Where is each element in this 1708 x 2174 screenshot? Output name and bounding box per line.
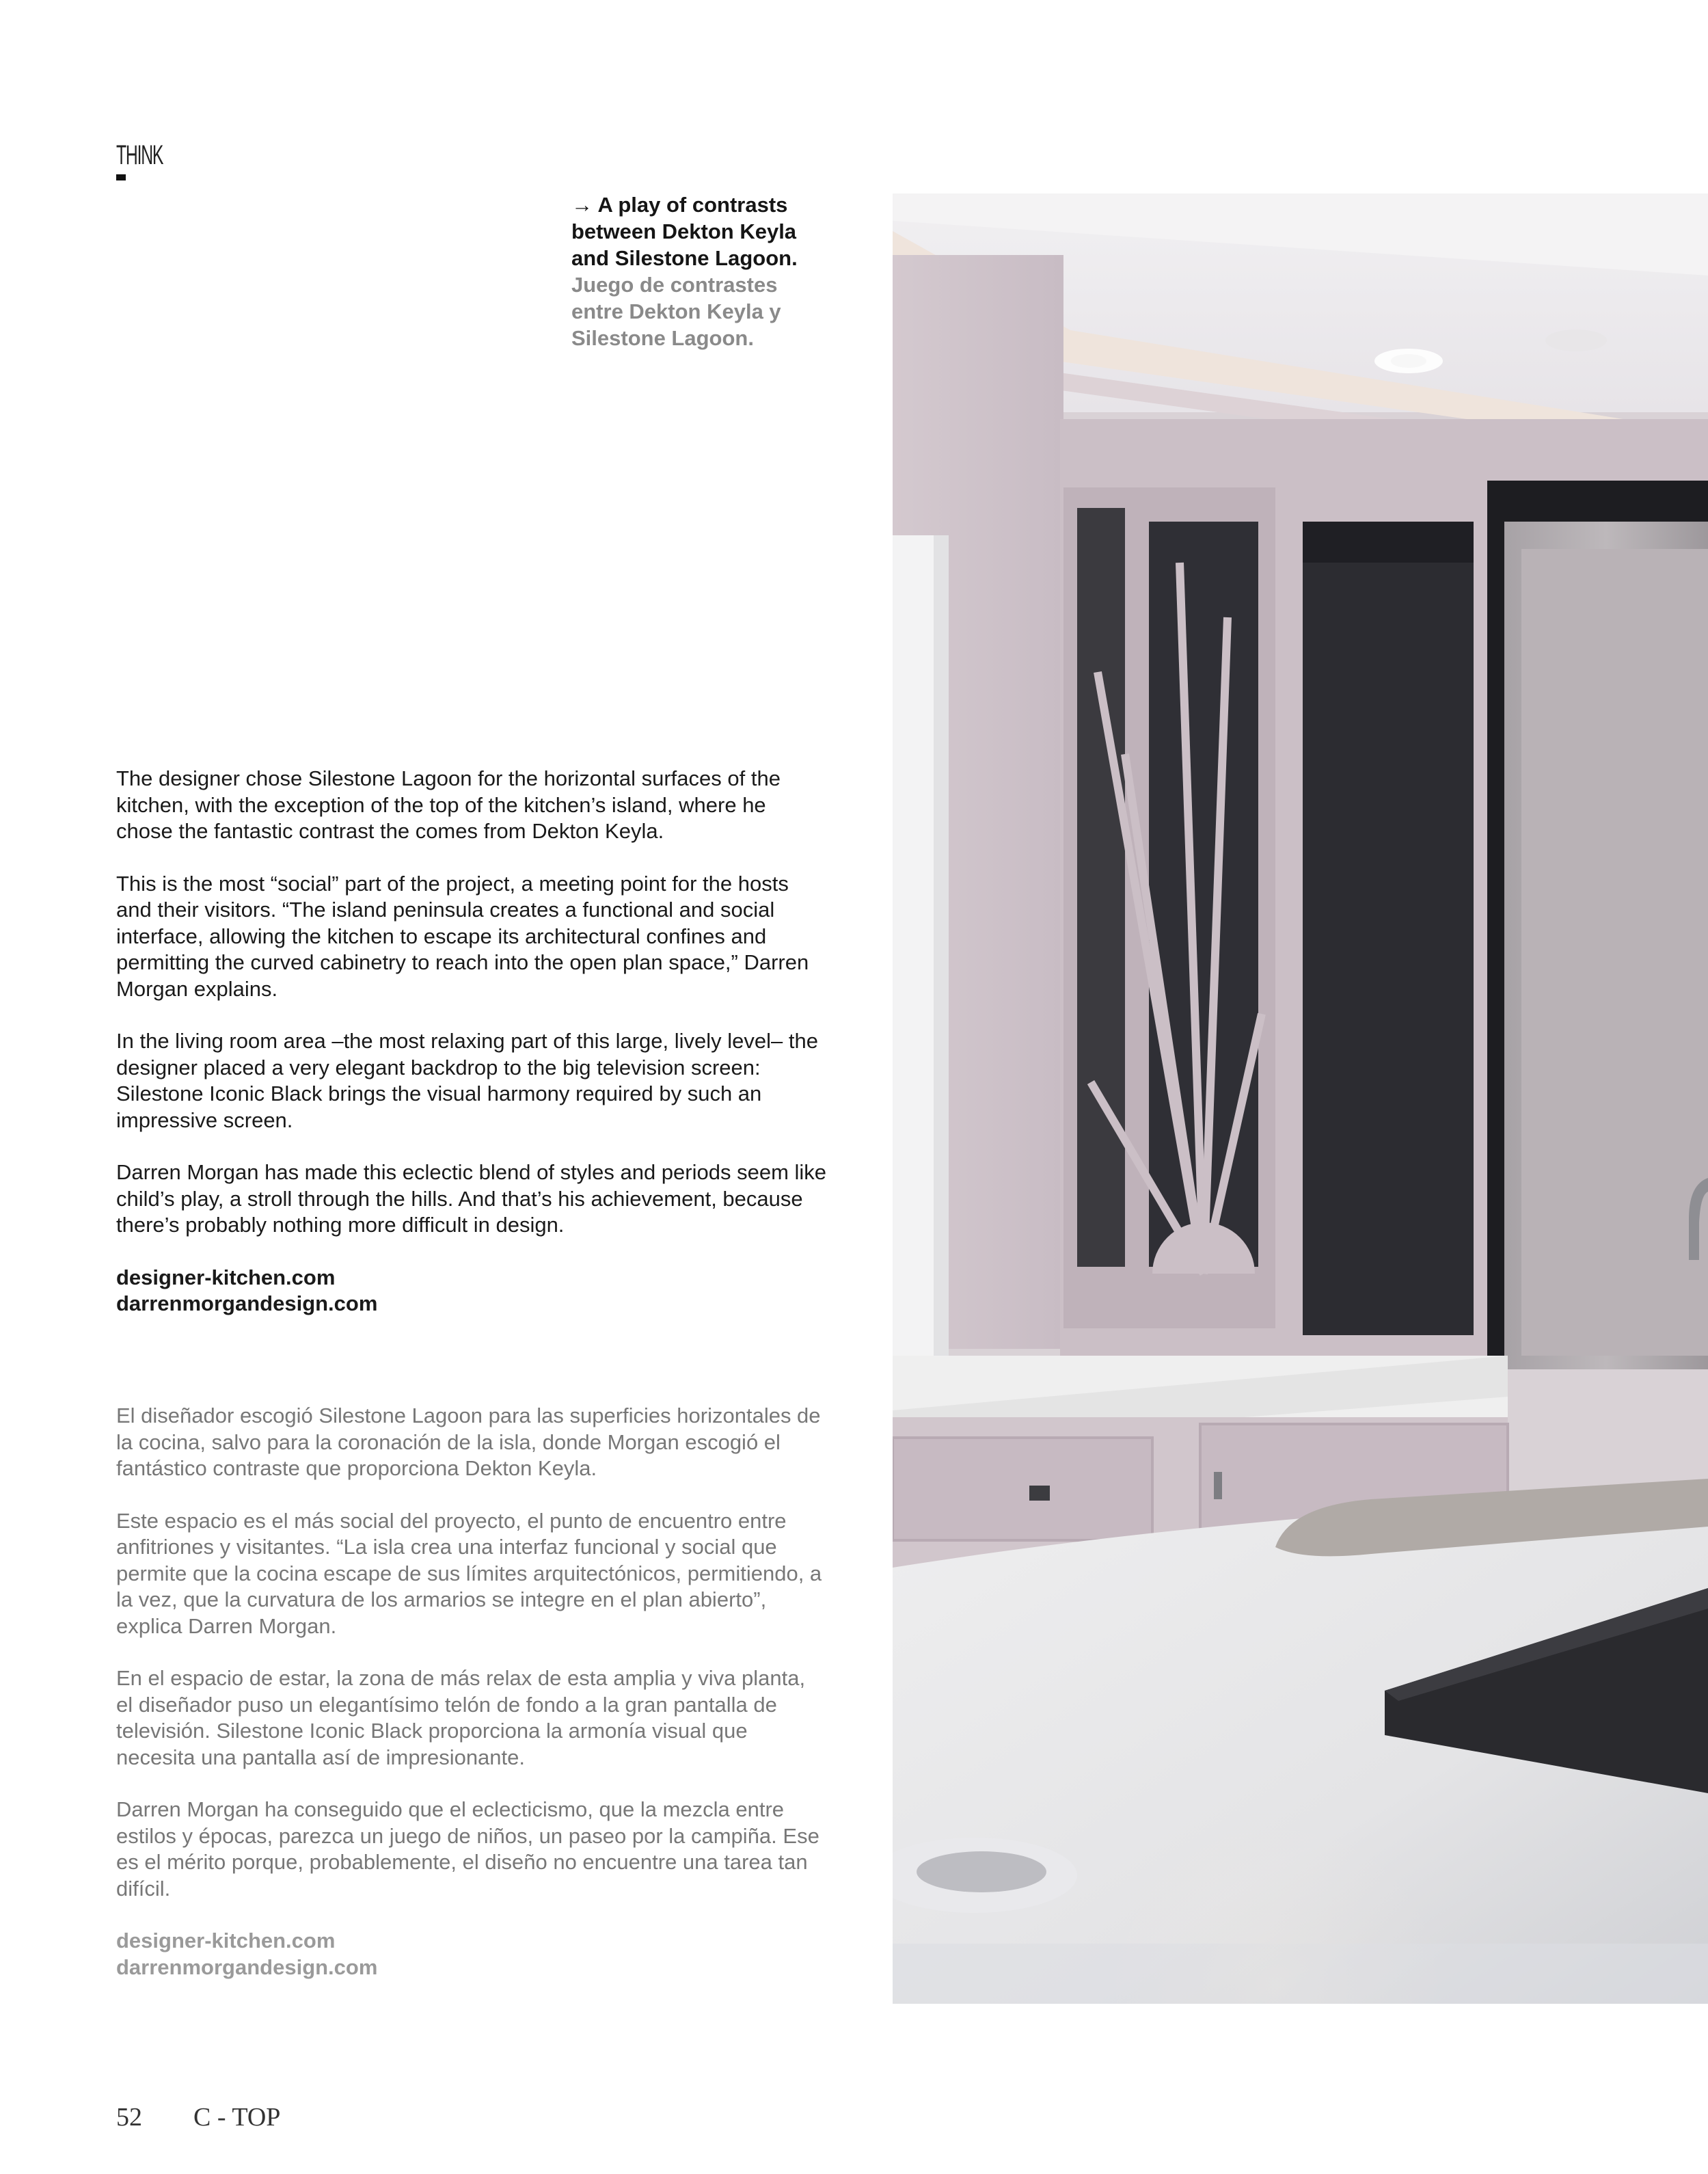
paragraph: The designer chose Silestone Lagoon for the horizontal surfaces of the kitchen, with the exception of the top of the kitchen’s island, where he chose the fantastic contrast the comes from Dekton Keyla.: [116, 766, 781, 843]
section-marker: [116, 174, 126, 180]
paragraph: This is the most “social” part of the project, a meeting point for the hosts and their visitors. “The island peninsula creates a functional and social interface, allowing the kitchen to escape its architectural confines and permitting the curved cabinetry to reach into the open plan space,” Darren Morgan explains.: [116, 871, 809, 1001]
kitchen-photo: [893, 193, 1708, 2004]
magazine-name: C - TOP: [193, 2103, 281, 2132]
caption-spanish: Juego de contrastes entre Dekton Keyla y Silestone Lagoon.: [571, 273, 781, 350]
paragraph: Este espacio es el más social del proyecto, el punto de encuentro entre anfitriones y visitantes. “La isla crea una interfaz funcional y social que permite que la cocina escape de sus límites arquitectónicos, permitiendo, a la vez, que la curvatura de los armarios se integre en el plan abierto”, explica Darren Morgan.: [116, 1508, 822, 1638]
kitchen-illustration: [893, 193, 1708, 2004]
paragraph: En el espacio de estar, la zona de más relax de esta amplia y viva planta, el diseñador puso un elegantísimo telón de fondo a la gran pantalla de televisión. Silestone Iconic Black proporciona la armonía visual que necesita una pantalla así de impresionante.: [116, 1666, 806, 1769]
link-darren-morgan[interactable]: darrenmorgandesign.com: [116, 1291, 378, 1315]
paragraph: El diseñador escogió Silestone Lagoon para las superficies horizontales de la cocina, salvo para la coronación de la isla, donde Morgan escogió el fantástico contraste que proporciona Dekton Keyla.: [116, 1404, 821, 1480]
photo-caption: [571, 191, 817, 351]
page-number: 52: [116, 2103, 142, 2132]
paragraph: In the living room area –the most relaxing part of this large, lively level– the designer placed a very elegant backdrop to the big television screen: Silestone Iconic Black brings the visual harmony required by such an impressive screen.: [116, 1029, 818, 1132]
article-body-english: [116, 766, 827, 1343]
link-darren-morgan[interactable]: darrenmorgandesign.com: [116, 1955, 378, 1979]
website-links: [116, 1265, 827, 1317]
caption-english-text: A play of contrasts between Dekton Keyla and Silestone Lagoon.: [571, 193, 798, 270]
article-body-spanish: [116, 1403, 827, 2007]
arrow-icon: →: [571, 193, 593, 217]
section-label: THINK: [116, 140, 163, 170]
paragraph: Darren Morgan has made this eclectic blend of styles and periods seem like child’s play, a stroll through the hills. And that’s his achievement, because there’s probably nothing more difficult in design.: [116, 1160, 827, 1237]
website-links: [116, 1928, 827, 1981]
link-designer-kitchen[interactable]: designer-kitchen.com: [116, 1265, 336, 1289]
caption-english: [571, 191, 817, 271]
paragraph: Darren Morgan ha conseguido que el eclecticismo, que la mezcla entre estilos y épocas, parezca un juego de niños, un paseo por la campiña. Ese es el mérito porque, probablemente, el diseño no encuentre una tarea tan difícil.: [116, 1797, 819, 1901]
link-designer-kitchen[interactable]: designer-kitchen.com: [116, 1929, 336, 1952]
